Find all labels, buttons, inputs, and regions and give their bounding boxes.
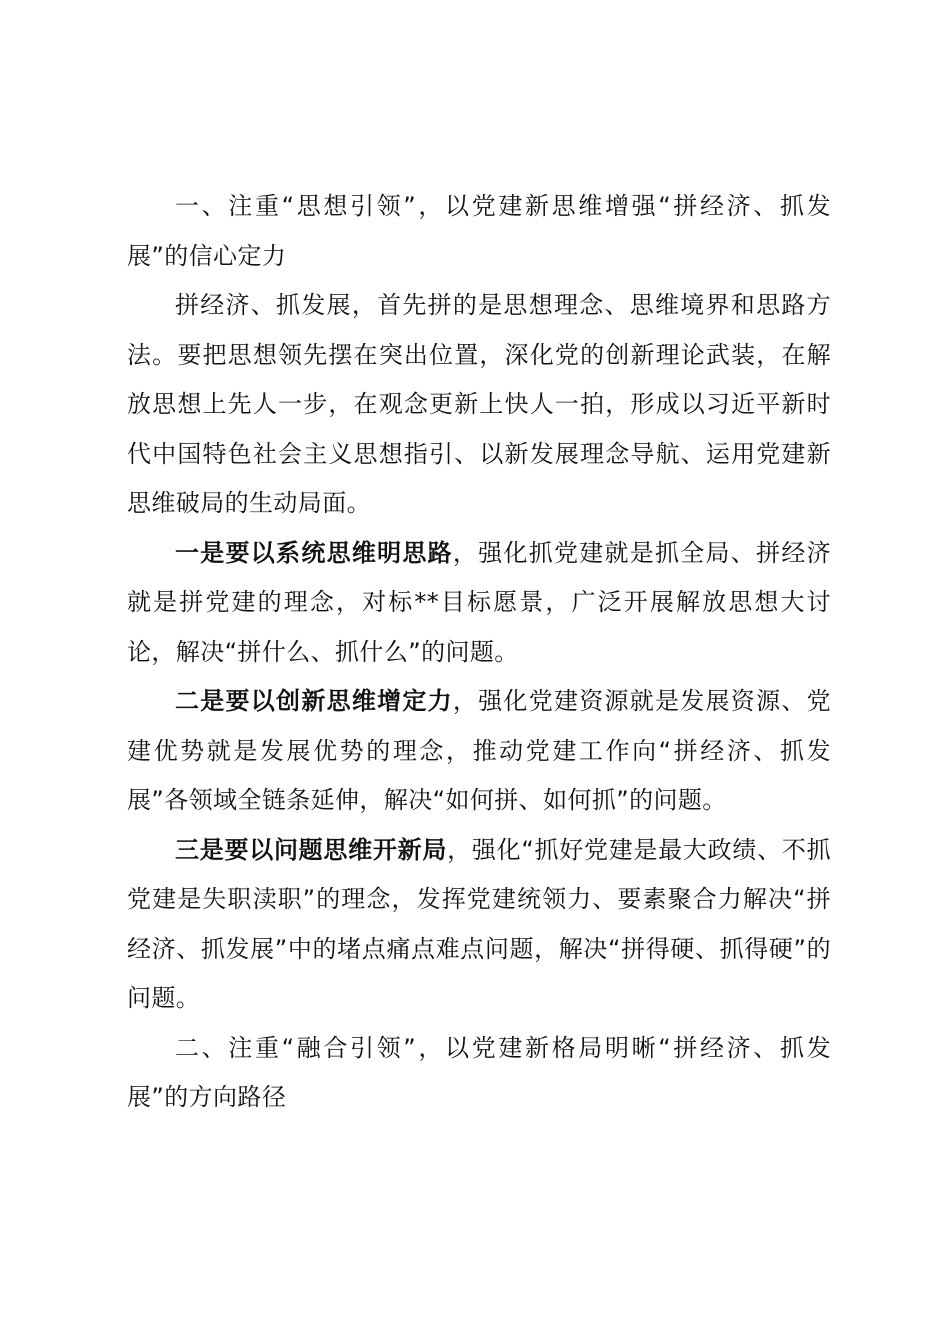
point-1-lead: 一是要以系统思维明思路 [175, 538, 453, 567]
point-3-text: ，强化“抓好党建是最大政绩、不抓党建是失职渎职”的理念，发挥党建统领力、要素聚合力解决“拼经济、抓发展”中的堵点痛点难点问题，解决“拼得硬、抓得硬”的问题。 [127, 835, 831, 1012]
point-3-lead: 三是要以问题思维开新局 [175, 835, 448, 864]
point-2-text: ，强化党建资源就是发展资源、党建优势就是发展优势的理念，推动党建工作向“拼经济、抓发展”各领域全链条延伸，解决“如何拼、如何抓”的问题。 [127, 687, 831, 814]
point-2-lead: 二是要以创新思维增定力 [175, 687, 453, 715]
point-1-text: ，强化抓党建就是抓全局、拼经济就是拼党建的理念，对标**目标愿景，广泛开展解放思想大讨论，解决“拼什么、抓什么”的问题。 [127, 538, 831, 666]
section-1-intro-paragraph: 拼经济、抓发展，首先拼的是思想理念、思维境界和思路方法。要把思想领先摆在突出位置，深化党的创新理论武装，在解放思想上先人一步，在观念更新上快人一拍，形成以习近平新时代中国特色社会主义思想指引、以新发展理念导航、运用党建新思维破局的生动局面。 [127, 291, 831, 517]
point-3-paragraph [127, 826, 831, 1024]
section-2-heading: 二、注重“融合引领”，以党建新格局明晰“拼经济、抓发展”的方向路径 [127, 1033, 831, 1111]
document-body [127, 182, 831, 1123]
point-1-paragraph [127, 529, 831, 678]
point-2-paragraph [127, 677, 831, 826]
section-1-heading: 一、注重“思想引领”，以党建新思维增强“拼经济、抓发展”的信心定力 [127, 192, 831, 270]
